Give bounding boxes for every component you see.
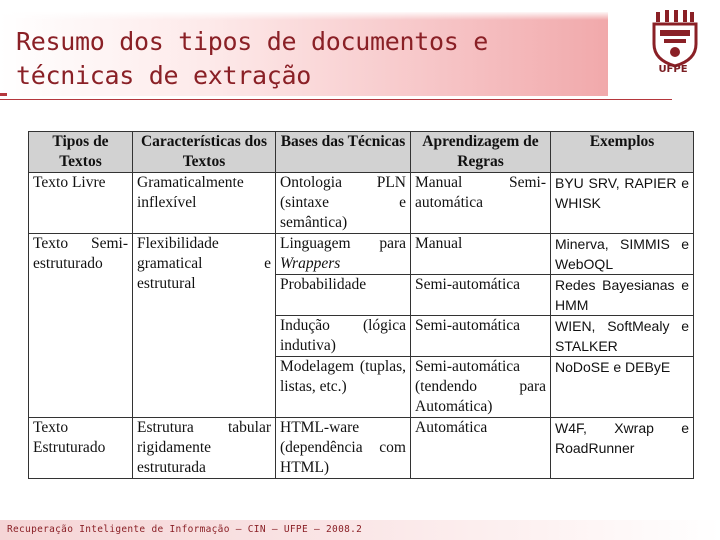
- cell-examples: W4F, Xwrap e RoadRunner: [551, 418, 694, 479]
- footer-text: Recuperação Inteligente de Informação – CIN – UFPE – 2008.2: [7, 524, 363, 535]
- header-exemplos: Exemplos: [551, 132, 694, 173]
- cell-examples: BYU SRV, RAPIER e WHISK: [551, 173, 694, 234]
- cell-base: Ontologia PLN (sintaxe e semântica): [276, 173, 411, 234]
- cell-characteristics: Estrutura tabular rigidamente estruturada: [133, 418, 276, 479]
- header-caracteristicas: Características dos Textos: [133, 132, 276, 173]
- base-italic-text: Wrappers: [280, 255, 341, 272]
- table-row: [29, 173, 694, 234]
- cell-learning: Automática: [411, 418, 551, 479]
- cell-examples: Minerva, SIMMIS e WebOQL: [551, 234, 694, 275]
- cell-examples: Redes Bayesianas e HMM: [551, 275, 694, 316]
- cell-characteristics: Flexibilidade gramatical e estrutural: [133, 234, 276, 418]
- table-header-row: [29, 132, 694, 173]
- table-row: [29, 418, 694, 479]
- cell-base: Modelagem (tuplas, listas, etc.): [276, 357, 411, 418]
- cell-base: [276, 234, 411, 275]
- cell-learning: Semi-automática (tendendo para Automática): [411, 357, 551, 418]
- cell-type: Texto Semi-estruturado: [29, 234, 133, 418]
- base-text: Linguagem para: [280, 235, 406, 252]
- header-bases: Bases das Técnicas: [276, 132, 411, 173]
- cell-learning: Semi-automática: [411, 275, 551, 316]
- cell-base: HTML-ware (dependência com HTML): [276, 418, 411, 479]
- header-tipos: Tipos de Textos: [29, 132, 133, 173]
- cell-examples: WIEN, SoftMealy e STALKER: [551, 316, 694, 357]
- table-row: [29, 234, 694, 275]
- title-accent-mark: [0, 93, 7, 96]
- cell-learning: Manual Semi-automática: [411, 173, 551, 234]
- cell-learning: Semi-automática: [411, 316, 551, 357]
- cell-base: Indução (lógica indutiva): [276, 316, 411, 357]
- logo-label: UFPE: [658, 64, 688, 75]
- cell-characteristics: Gramaticalmente inflexível: [133, 173, 276, 234]
- title-divider: [0, 99, 672, 100]
- cell-type: Texto Estruturado: [29, 418, 133, 479]
- cell-examples: NoDoSE e DEByE: [551, 357, 694, 418]
- extraction-summary-table: [28, 131, 694, 479]
- cell-base: Probabilidade: [276, 275, 411, 316]
- cell-type: Texto Livre: [29, 173, 133, 234]
- slide-title: Resumo dos tipos de documentos e técnicas de extração: [16, 27, 489, 90]
- cell-learning: Manual: [411, 234, 551, 275]
- header-aprendizagem: Aprendizagem de Regras: [411, 132, 551, 173]
